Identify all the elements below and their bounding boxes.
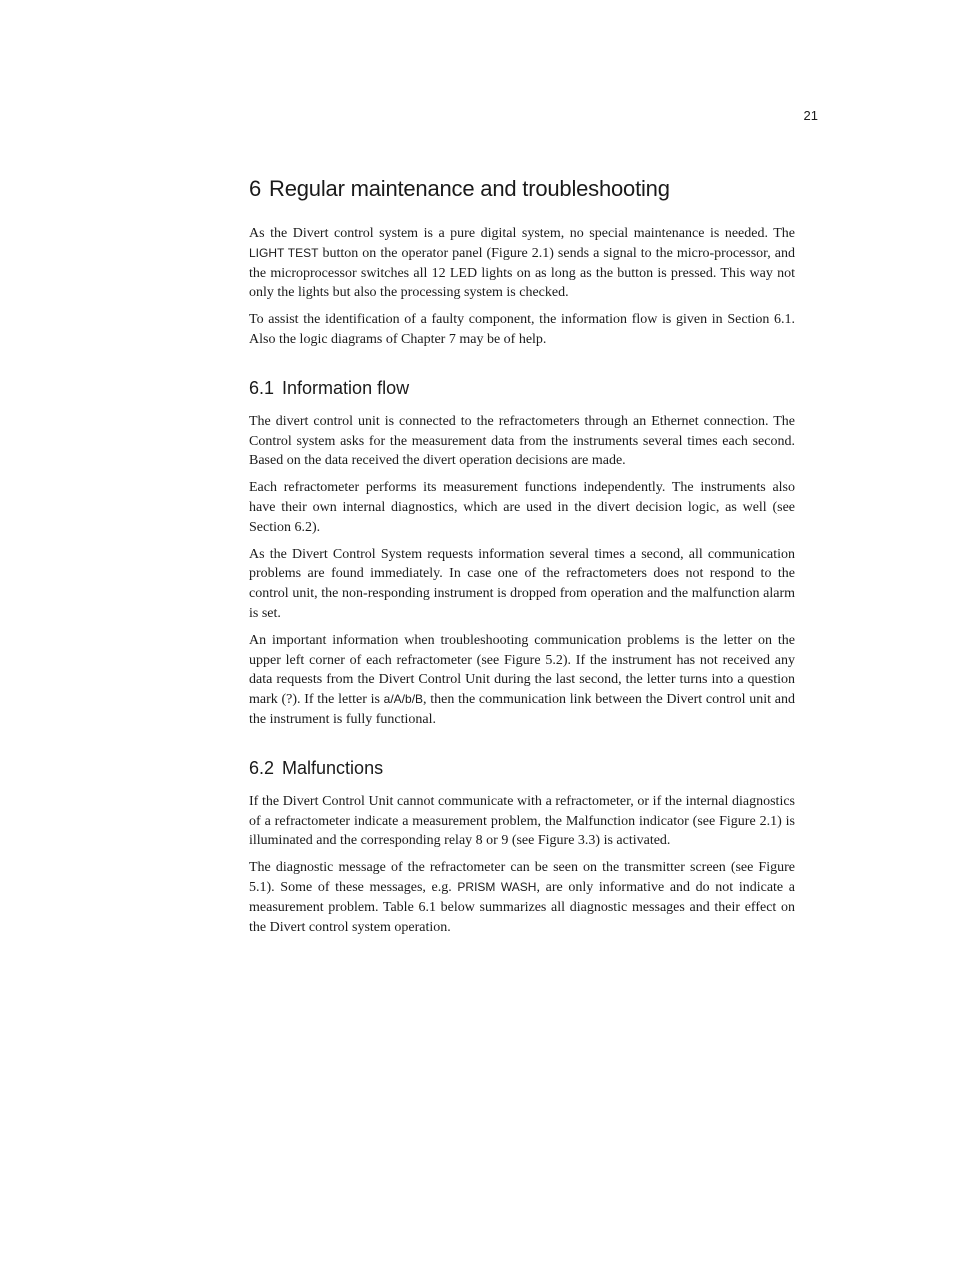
section-6-2-heading — [249, 756, 795, 780]
chapter-paragraph-2: To assist the identification of a faulty component, the information flow is given in Section 6.1. Also the logic diagrams of Chapter 7 may be of help. — [249, 312, 795, 347]
section-6-1-paragraph-3: As the Divert Control System requests information several times a second, all communication problems are found immediately. In case one of the refractometers does not respond to the control unit, the non-responding instrument is dropped from operation and the malfunction alarm is set. — [249, 546, 795, 621]
text-run: An important information when troubleshooting communication problems is the letter on the upper left corner of each refractometer (see Figure 5.2). If the instrument has not received any data requests from the Divert Control Unit during the last second, the letter turns into a question mark (?). If the letter is — [249, 632, 795, 708]
prism-wash-label: PRISM WASH — [457, 879, 537, 894]
text-run: The diagnostic message of the refractometer can be seen on the transmitter screen (see Figure 5.1). Some of these messages, e.g. — [249, 860, 795, 895]
section-6-1-paragraph-2: Each refractometer performs its measurement functions independently. The instruments also have their own internal diagnostics, which are used in the divert decision logic, as well (see Section 6.2). — [249, 480, 795, 535]
text-run: button on the operator panel (Figure 2.1) sends a signal to the micro-processor, and the microprocessor switches all 12 LED lights on as long as the button is pressed. This way not only the lights but also the processing system is checked. — [249, 245, 796, 301]
chapter-paragraph-1 — [249, 224, 795, 303]
page-content — [249, 174, 795, 944]
light-test-label: LIGHT TEST — [249, 245, 319, 260]
section-6-2-paragraph-2 — [249, 858, 795, 937]
section-6-1-paragraph-4 — [249, 631, 795, 730]
text-run: As the Divert control system is a pure digital system, no special maintenance is needed. The — [249, 226, 795, 241]
section-number: 6.1 — [249, 377, 275, 398]
section-title: Information flow — [282, 377, 410, 398]
section-title: Malfunctions — [282, 757, 384, 778]
section-6-1-paragraph-1: The divert control unit is connected to the refractometers through an Ethernet connection. The Control system asks for the measurement data from the instruments several times each second. Based on the data received the divert operation decisions are made. — [249, 413, 795, 469]
page-number: 21 — [803, 108, 818, 123]
section-6-2-paragraph-1: If the Divert Control Unit cannot communicate with a refractometer, or if the internal diagnostics of a refractometer indicate a measurement problem, the Malfunction indicator (see Figure 2.1) is illuminated and the corresponding relay 8 or 9 (see Figure 3.3) is activated. — [249, 793, 795, 849]
text-run: , are only informative and do not indicate a measurement problem. Table 6.1 below summarizes all diagnostic messages and their effect on the Divert control system operation. — [249, 879, 796, 935]
status-letters: a/A/b/B — [383, 692, 424, 707]
chapter-title: Regular maintenance and troubleshooting — [269, 176, 670, 201]
chapter-number: 6 — [249, 176, 262, 201]
text-run: , then the communication link between the Divert control unit and the instrument is fully functional. — [249, 692, 795, 727]
section-number: 6.2 — [249, 757, 275, 778]
chapter-heading — [249, 174, 795, 204]
section-6-1-heading — [249, 376, 795, 400]
